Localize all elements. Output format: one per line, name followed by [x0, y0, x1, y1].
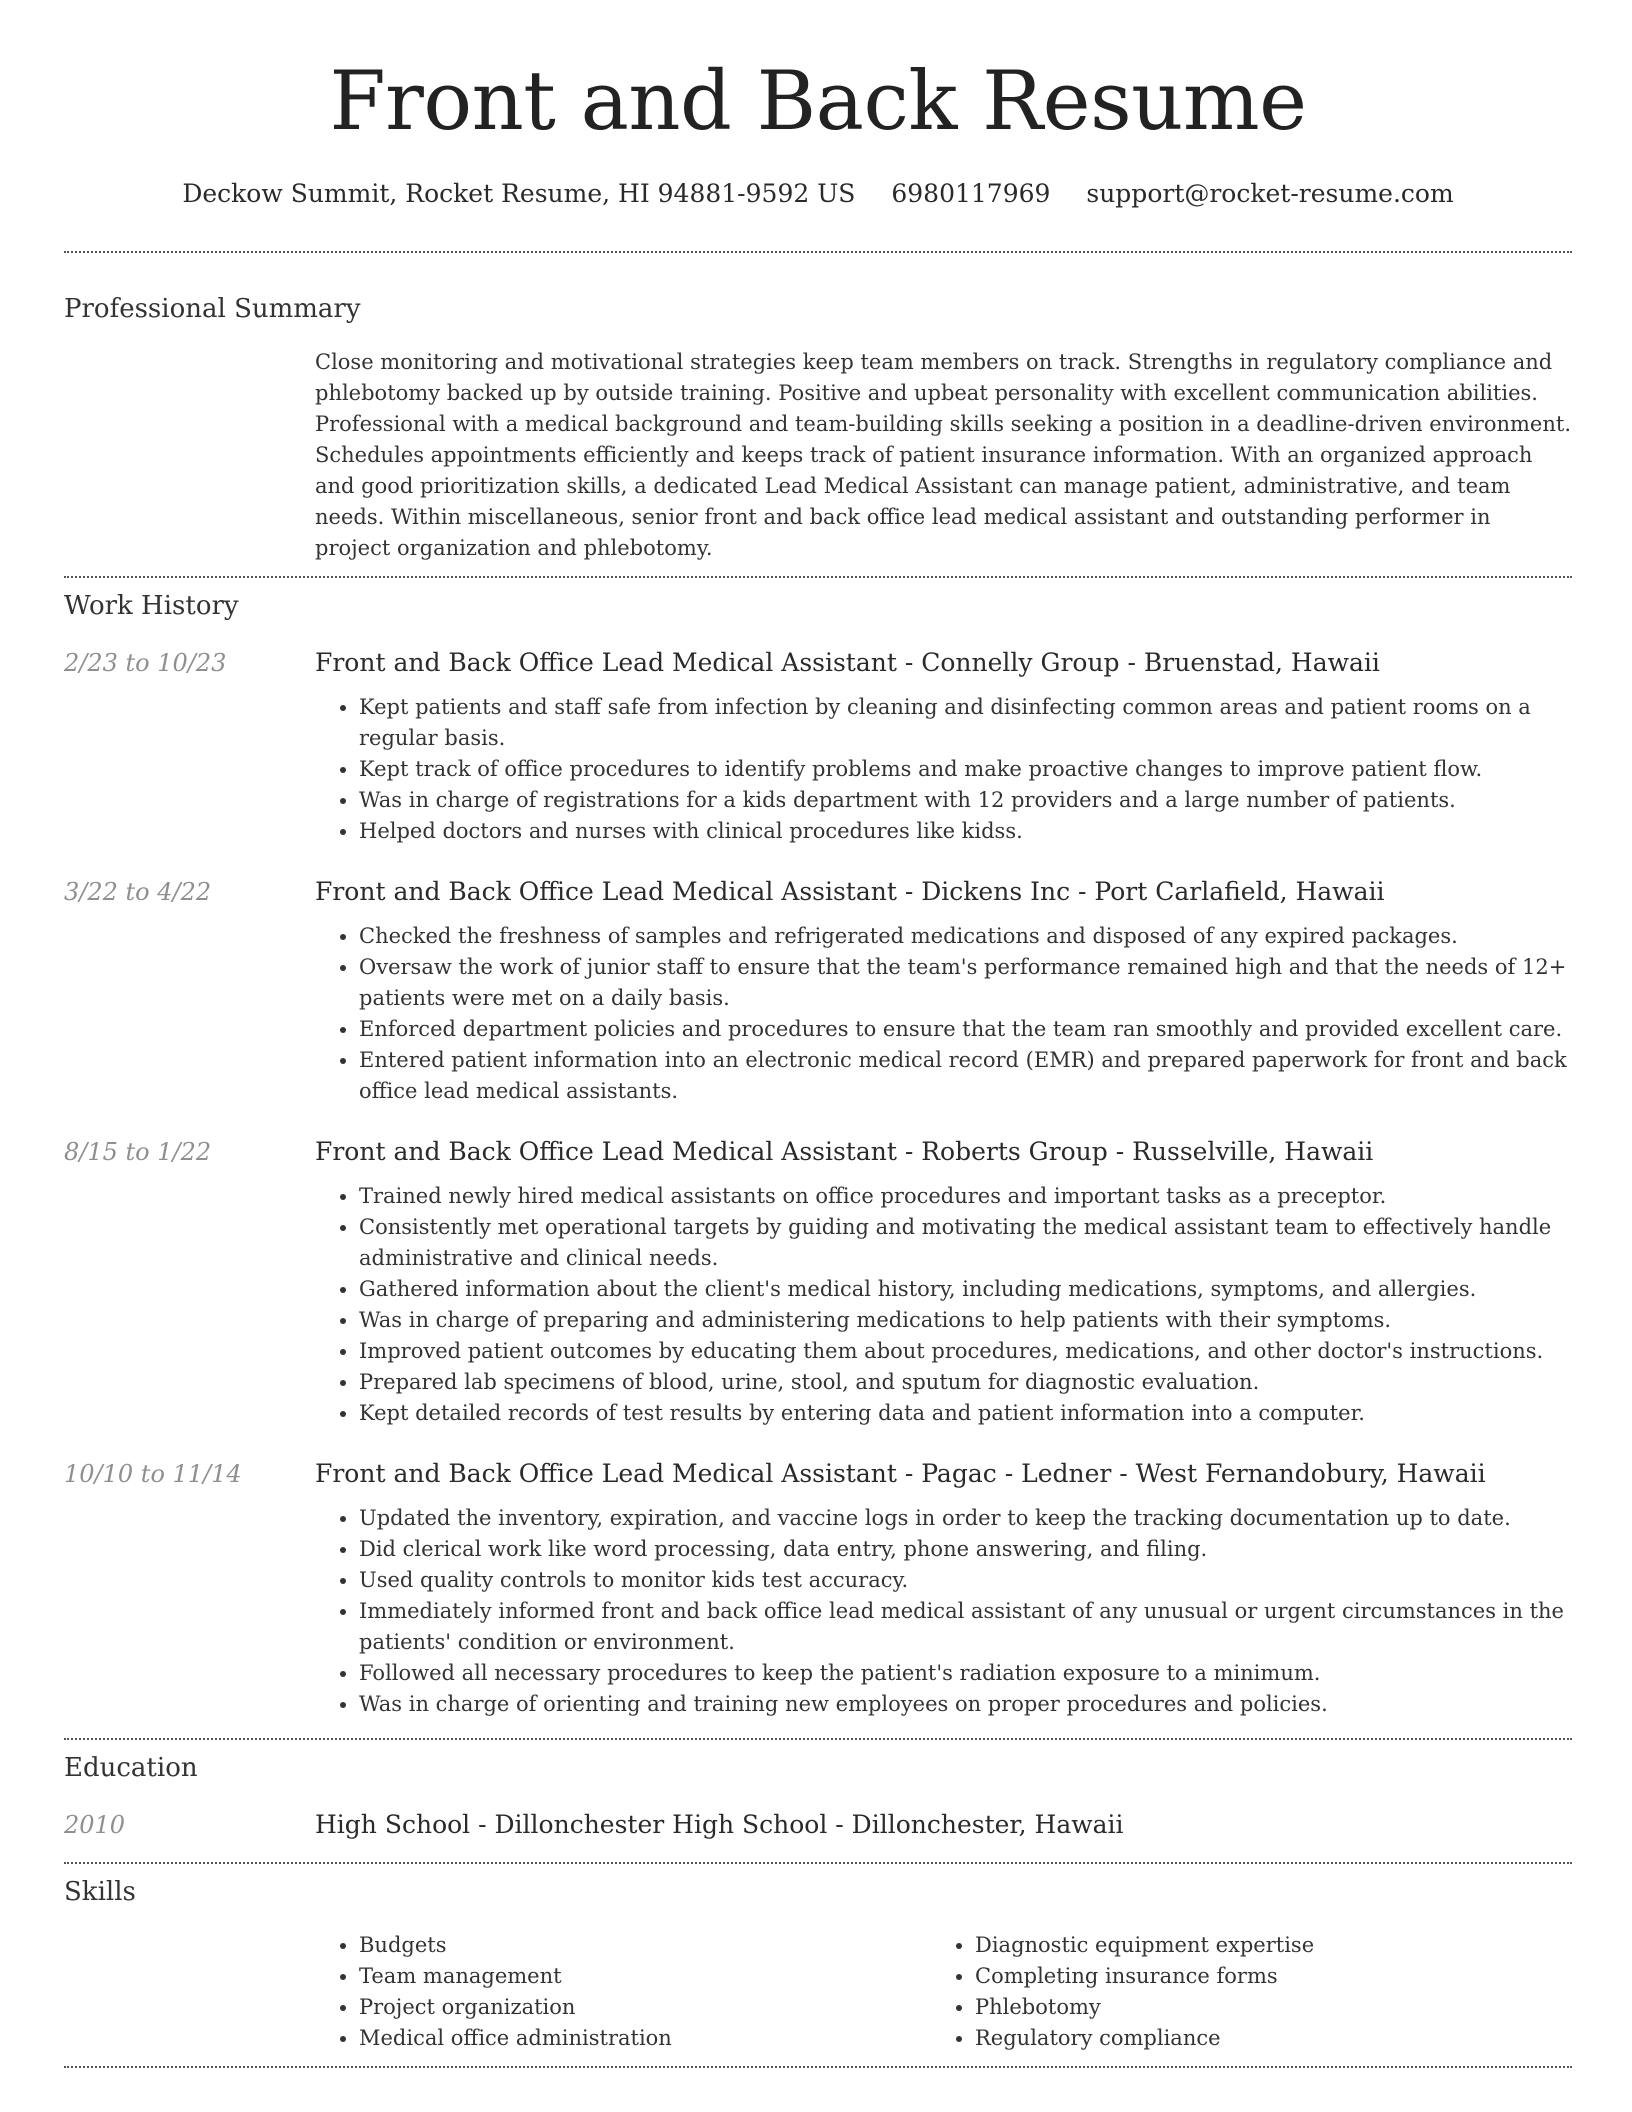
job-entry: [64, 1135, 1572, 1429]
job-dates: 8/15 to 1/22: [64, 1138, 212, 1166]
skill-item: • Diagnostic equipment expertise: [975, 1930, 1545, 1961]
section-title-skills: Skills: [64, 1877, 136, 1907]
list-item: • Enforced department policies and procedures to ensure that the team ran smoothly and provided excellent care.: [359, 1014, 1572, 1045]
divider: [64, 576, 1572, 578]
skills-list-right: [975, 1930, 1545, 2054]
contact-address: Deckow Summit, Rocket Resume, HI 94881-9592 US: [182, 179, 856, 208]
resume-name: Front and Back Resume: [329, 55, 1307, 149]
list-item: • Was in charge of registrations for a kids department with 12 providers and a large number of patients.: [359, 785, 1572, 816]
divider: [64, 251, 1572, 253]
section-title-work: Work History: [64, 591, 239, 621]
list-item: • Improved patient outcomes by educating them about procedures, medications, and other doctor's instructions.: [359, 1336, 1572, 1367]
list-item: • Prepared lab specimens of blood, urine, stool, and sputum for diagnostic evaluation.: [359, 1367, 1572, 1398]
job-dates: 10/10 to 11/14: [64, 1460, 242, 1488]
contact-line: [64, 177, 1572, 211]
list-item: • Oversaw the work of junior staff to ensure that the team's performance remained high and that the needs of 12+ patients were met on a daily basis.: [359, 952, 1572, 1014]
skill-item: • Regulatory compliance: [975, 2023, 1545, 2054]
list-item: • Followed all necessary procedures to keep the patient's radiation exposure to a minimum.: [359, 1658, 1572, 1689]
section-title-education: Education: [64, 1753, 198, 1783]
job-bullets: [315, 921, 1572, 1107]
list-item: • Kept detailed records of test results by entering data and patient information into a computer.: [359, 1398, 1572, 1429]
list-item: • Checked the freshness of samples and refrigerated medications and disposed of any expired packages.: [359, 921, 1572, 952]
education-date: 2010: [64, 1811, 126, 1839]
list-item: • Used quality controls to monitor kids test accuracy.: [359, 1565, 1572, 1596]
skill-item: • Budgets: [359, 1930, 975, 1961]
job-heading: Front and Back Office Lead Medical Assistant - Roberts Group - Russelville, Hawaii: [315, 1137, 1374, 1166]
divider: [64, 1862, 1572, 1864]
list-item: • Gathered information about the client's medical history, including medications, symptoms, and allergies.: [359, 1274, 1572, 1305]
list-item: • Entered patient information into an electronic medical record (EMR) and prepared paperwork for front and back office lead medical assistants.: [359, 1045, 1572, 1107]
list-item: • Trained newly hired medical assistants on office procedures and important tasks as a preceptor.: [359, 1181, 1572, 1212]
job-entry: [64, 646, 1572, 847]
job-heading: Front and Back Office Lead Medical Assistant - Connelly Group - Bruenstad, Hawaii: [315, 648, 1380, 677]
skill-item: • Completing insurance forms: [975, 1961, 1545, 1992]
job-entry: [64, 875, 1572, 1107]
skill-item: • Medical office administration: [359, 2023, 975, 2054]
divider: [64, 1738, 1572, 1740]
resume-page: [64, 0, 1572, 2068]
contact-phone: 6980117969: [891, 179, 1051, 208]
skill-item: • Project organization: [359, 1992, 975, 2023]
list-item: • Immediately informed front and back office lead medical assistant of any unusual or urgent circumstances in the patients' condition or environment.: [359, 1596, 1572, 1658]
job-bullets: [315, 692, 1572, 847]
job-dates: 3/22 to 4/22: [64, 878, 212, 906]
education-heading: High School - Dillonchester High School - Dillonchester, Hawaii: [315, 1810, 1124, 1839]
skills-list-left: [315, 1930, 975, 2054]
skill-item: • Team management: [359, 1961, 975, 1992]
list-item: • Was in charge of preparing and administering medications to help patients with their symptoms.: [359, 1305, 1572, 1336]
job-dates: 2/23 to 10/23: [64, 649, 227, 677]
divider: [64, 2066, 1572, 2068]
education-entry: [64, 1808, 1572, 1842]
summary-block: [315, 347, 1572, 564]
job-heading: Front and Back Office Lead Medical Assistant - Dickens Inc - Port Carlafield, Hawaii: [315, 877, 1385, 906]
skills-block: [315, 1930, 1572, 2054]
list-item: • Updated the inventory, expiration, and vaccine logs in order to keep the tracking documentation up to date.: [359, 1503, 1572, 1534]
list-item: • Did clerical work like word processing, data entry, phone answering, and filing.: [359, 1534, 1572, 1565]
list-item: • Kept track of office procedures to identify problems and make proactive changes to improve patient flow.: [359, 754, 1572, 785]
job-bullets: [315, 1503, 1572, 1720]
list-item: • Consistently met operational targets by guiding and motivating the medical assistant team to effectively handle administrative and clinical needs.: [359, 1212, 1572, 1274]
job-entry: [64, 1457, 1572, 1720]
job-bullets: [315, 1181, 1572, 1429]
list-item: • Was in charge of orienting and training new employees on proper procedures and policies.: [359, 1689, 1572, 1720]
list-item: • Helped doctors and nurses with clinical procedures like kidss.: [359, 816, 1572, 847]
summary-text: Close monitoring and motivational strategies keep team members on track. Strengths in regulatory compliance and phlebotomy backed up by outside training. Positive and upbeat personality with excellent communication abilities. Professional with a medical background and team-building skills seeking a position in a deadline-driven environment. Schedules appointments efficiently and keeps track of patient insurance information. With an organized approach and good prioritization skills, a dedicated Lead Medical Assistant can manage patient, administrative, and team needs. Within miscellaneous, senior front and back office lead medical assistant and outstanding performer in project organization and phlebotomy.: [315, 350, 1571, 560]
list-item: • Kept patients and staff safe from infection by cleaning and disinfecting common areas and patient rooms on a regular basis.: [359, 692, 1572, 754]
skill-item: • Phlebotomy: [975, 1992, 1545, 2023]
section-title-summary: Professional Summary: [64, 294, 361, 324]
contact-email: support@rocket-resume.com: [1086, 179, 1454, 208]
job-heading: Front and Back Office Lead Medical Assistant - Pagac - Ledner - West Fernandobury, Hawaii: [315, 1459, 1486, 1488]
